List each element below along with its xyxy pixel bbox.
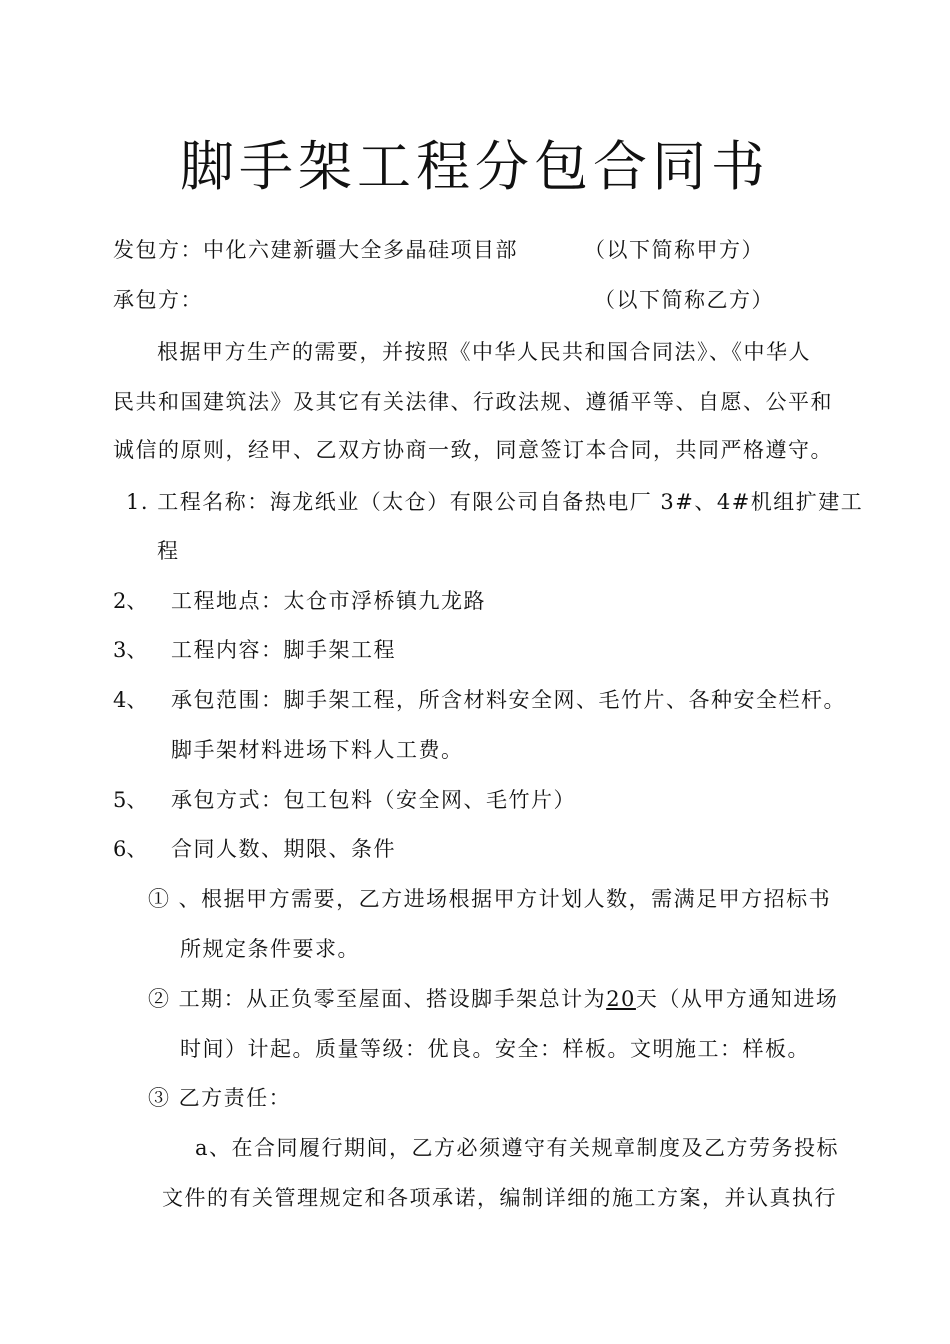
item-4-number: 4、 bbox=[113, 688, 148, 712]
employer-note: （以下简称甲方） bbox=[584, 238, 764, 262]
sub-1-line-2: 所规定条件要求。 bbox=[180, 937, 360, 961]
item-4-line-1: 承包范围：脚手架工程，所含材料安全网、毛竹片、各种安全栏杆。 bbox=[171, 688, 846, 712]
item-2-number: 2、 bbox=[113, 589, 148, 613]
item-5-text: 承包方式：包工包料（安全网、毛竹片） bbox=[171, 788, 576, 812]
sub-2-suffix: 天（从甲方通知进场 bbox=[635, 987, 839, 1011]
employer-name: 中化六建新疆大全多晶硅项目部 bbox=[203, 238, 518, 262]
item-4-line-2: 脚手架材料进场下料人工费。 bbox=[171, 738, 464, 762]
item-3-text: 工程内容：脚手架工程 bbox=[171, 638, 396, 662]
contractor-label: 承包方： bbox=[113, 288, 203, 312]
sub-1-line-1: ① 、根据甲方需要，乙方进场根据甲方计划人数，需满足甲方招标书 bbox=[148, 887, 832, 911]
document-title: 脚手架工程分包合同书 bbox=[180, 135, 770, 198]
contractor-note: （以下简称乙方） bbox=[594, 288, 774, 312]
item-5-number: 5、 bbox=[113, 788, 148, 812]
preamble-line-2: 民共和国建筑法》及其它有关法律、行政法规、遵循平等、自愿、公平和 bbox=[113, 390, 833, 414]
item-1-line-2: 程 bbox=[157, 539, 180, 563]
item-3-number: 3、 bbox=[113, 638, 148, 662]
employer-label: 发包方： bbox=[113, 238, 203, 262]
sub-2-line-2: 时间）计起。质量等级：优良。安全：样板。文明施工：样板。 bbox=[180, 1037, 810, 1061]
item-1-line-1: 1. 工程名称：海龙纸业（太仓）有限公司自备热电厂 3#、4#机组扩建工 bbox=[126, 490, 864, 514]
clause-a-line-1: a、在合同履行期间，乙方必须遵守有关规章制度及乙方劳务投标 bbox=[195, 1136, 840, 1160]
preamble-line-1: 根据甲方生产的需要，并按照《中华人民共和国合同法》、《中华人 bbox=[157, 340, 811, 364]
duration-days: 20 bbox=[606, 987, 636, 1011]
preamble-line-3: 诚信的原则，经甲、乙双方协商一致，同意签订本合同，共同严格遵守。 bbox=[113, 438, 833, 462]
item-6-number: 6、 bbox=[113, 837, 148, 861]
item-6-text: 合同人数、期限、条件 bbox=[171, 837, 396, 861]
item-2-text: 工程地点：太仓市浮桥镇九龙路 bbox=[171, 589, 486, 613]
sub-2-line-1 bbox=[148, 985, 838, 1013]
sub-2-prefix: ② 工期：从正负零至屋面、搭设脚手架总计为 bbox=[148, 987, 607, 1011]
clause-a-line-2: 文件的有关管理规定和各项承诺，编制详细的施工方案，并认真执行 bbox=[162, 1186, 837, 1210]
sub-3-heading: ③ 乙方责任： bbox=[148, 1086, 292, 1110]
